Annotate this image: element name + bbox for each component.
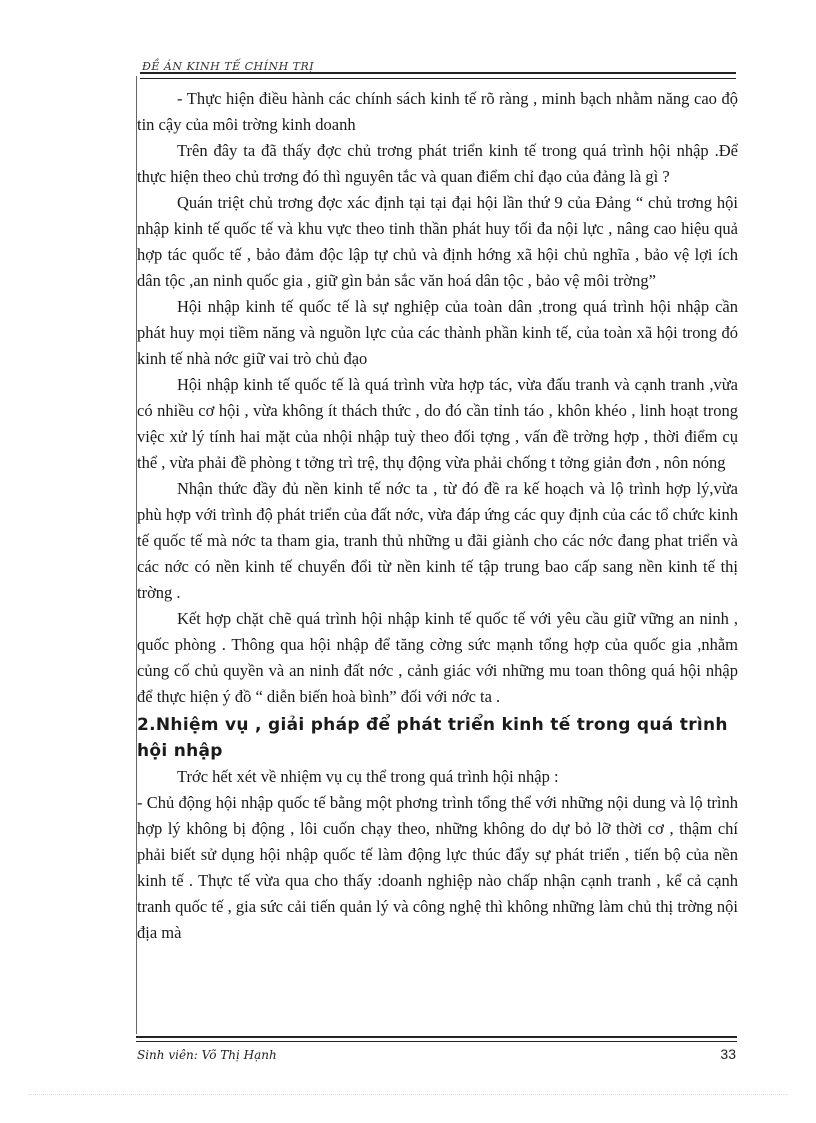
section-list-item: - Chủ động hội nhập quốc tế bằng một phơng trình tổng thể với những nội dung và lộ trình hợp lý không bị động , lôi cuốn chạy theo, những không do dự bỏ lỡ thời cơ , thậm chí phải biết sử dụng hội nhập quốc tế làm động lực thúc đẩy sự phát triển , tiến bộ của nền kinh tế . Thực tế vừa qua cho thấy :doanh nghiệp nào chấp nhận cạnh tranh , kể cả cạnh tranh quốc tế , gia sức cải tiến quản lý và công nghệ thì không những làm chủ thị trờng nội địa mà [137,793,738,942]
footer-author: Sinh viên: Võ Thị Hạnh [137,1048,277,1062]
paragraph-2: Trên đây ta đã thấy đợc chủ trơng phát triển kinh tế trong quá trình hội nhập .Để thực hiện theo chủ trơng đó thì nguyên tắc và quan điểm chỉ đạo của đảng là gì ? [137,141,738,186]
paragraph-7: Kết hợp chặt chẽ quá trình hội nhập kinh tế quốc tế với yêu cầu giữ vững an ninh , quốc phòng . Thông qua hội nhập để tăng cờng sức mạnh tổng hợp của quốc gia ,nhằm củng cố chủ quyền và an ninh đất nớc , cảnh giác với những mu toan thông quá hội nhập để thực hiện ý đồ “ diễn biến hoà bình” đối với nớc ta . [137,609,738,706]
document-body [137,86,738,946]
footer-rule [136,1036,737,1042]
paragraph-3: Quán triệt chủ trơng đợc xác định tại tại đại hội lần thứ 9 của Đảng “ chủ trơng hội nhập kinh tế quốc tế và khu vực theo tinh thần phát huy tối đa nội lực , nâng cao hiệu quả hợp tác quốc tế , bảo đảm độc lập tự chủ và định hớng xã hội chủ nghĩa , bảo vệ lợi ích dân tộc ,an ninh quốc gia , giữ gìn bản sắc văn hoá dân tộc , bảo vệ môi trờng” [137,193,738,290]
paragraph-4: Hội nhập kinh tế quốc tế là sự nghiệp của toàn dân ,trong quá trình hội nhập cần phát huy mọi tiềm năng và nguồn lực của các thành phần kinh tế, của toàn xã hội trong đó kinh tế nhà nớc giữ vai trò chủ đạo [137,297,738,368]
section-heading: 2.Nhiệm vụ , giải pháp để phát triển kinh tế trong quá trình hội nhập [137,715,728,761]
paragraph-1: - Thực hiện điều hành các chính sách kinh tế rõ ràng , minh bạch nhằm năng cao độ tin cậy của môi trờng kinh doanh [137,89,738,134]
paragraph-6: Nhận thức đầy đủ nền kinh tế nớc ta , từ đó đề ra kế hoạch và lộ trình hợp lý,vừa phù hợp với trình độ phát triển của đất nớc, vừa đáp ứng các quy định của các tổ chức kinh tế quốc tế mà nớc ta tham gia, tranh thủ những u đãi giành cho các nớc đang phat triển và các nớc có nền kinh tế chuyển đổi từ nền kinh tế tập trung bao cấp sang nền kinh tế thị trờng . [137,479,738,602]
header-title: ĐỀ ÁN KINH TẾ CHÍNH TRỊ [142,60,315,73]
page-footer [137,1044,738,1066]
header-rule [140,72,736,79]
page-number: 33 [720,1046,736,1062]
paragraph-5: Hội nhập kinh tế quốc tế là quá trình vừa hợp tác, vừa đấu tranh và cạnh tranh ,vừa có nhiều cơ hội , vừa không ít thách thức , do đó cần tỉnh táo , khôn khéo , linh hoạt trong việc xử lý tính hai mặt của nhội nhập tuỳ theo đối tợng , vấn đề trờng hợp , thời điểm cụ thể , vừa phải đề phòng t tởng trì trệ, thụ động vừa phải chống t tởng giản đơn , nôn nóng [137,375,738,472]
section-intro: Trớc hết xét về nhiệm vụ cụ thể trong quá trình hội nhập : [177,767,559,786]
page-edge-divider [28,1094,788,1095]
